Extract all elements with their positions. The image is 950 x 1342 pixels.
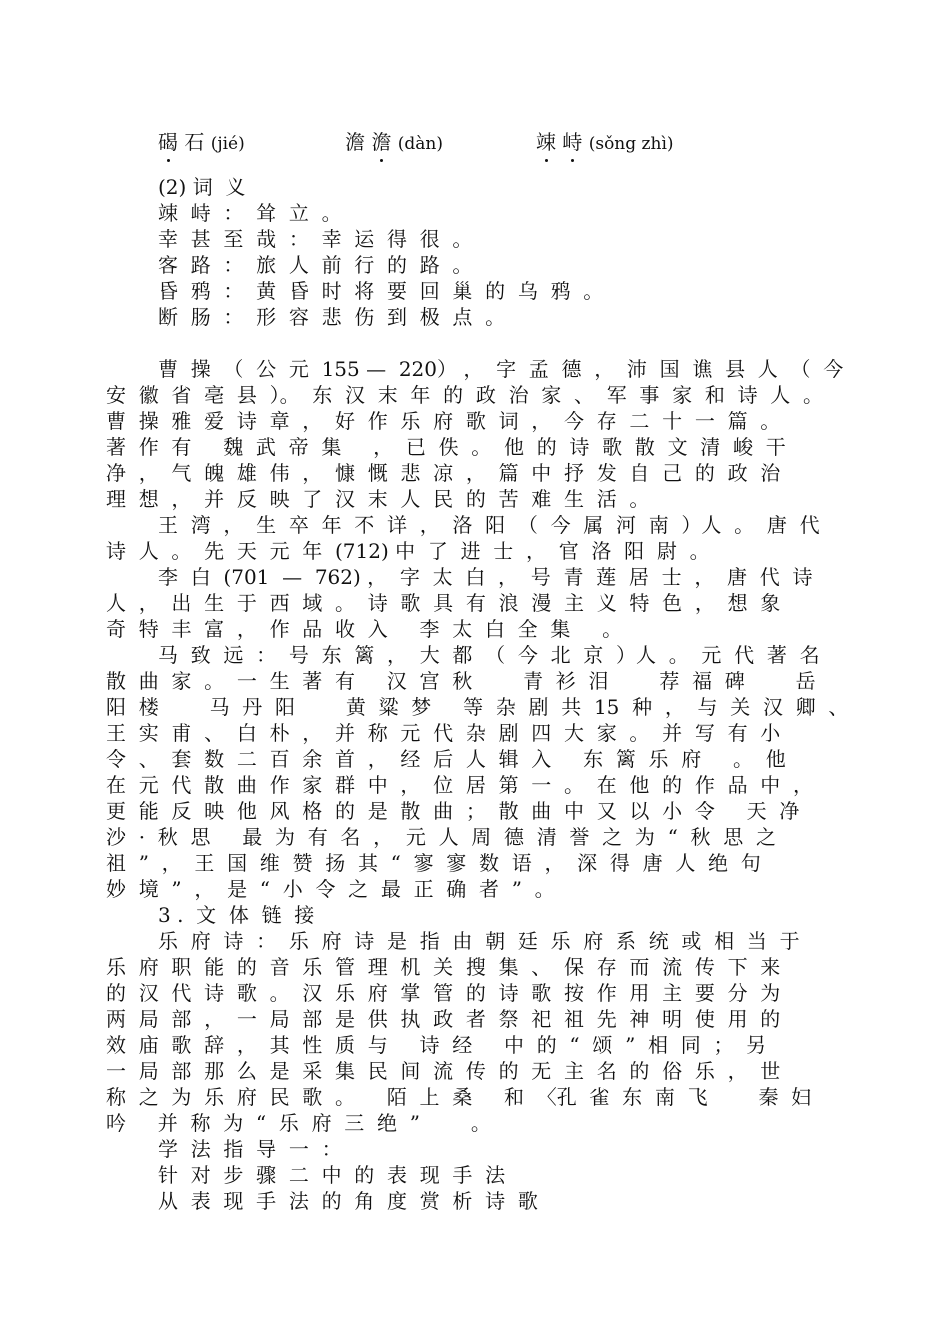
text-line: 断 肠 ： 形 容 悲 伤 到 极 点 。	[158, 305, 506, 329]
text-line: 曹 操 雅 爱 诗 章 ， 好 作 乐 府 歌 词 ， 今 存 二 十 一 篇 。	[106, 409, 781, 433]
section-heading-genre: 3 . 文 体 链 接	[158, 903, 315, 927]
text-line: 祖 ” ， 王 国 维 赞 扬 其 “ 寥 寥 数 语 ， 深 得 唐 人 绝 句	[106, 851, 761, 875]
text-line: 更 能 反 映 他 风 格 的 是 散 曲 ； 散 曲 中 又 以 小 令 天 净	[106, 799, 800, 823]
text-line: 曹 操 （ 公 元 155 — 220） ， 字 孟 德 ， 沛 国 谯 县 人 （ 今	[158, 357, 844, 381]
pronunciation-item-jieshi	[158, 129, 245, 157]
text-line: 竦 峙 ： 耸 立 。	[158, 201, 342, 225]
section-heading-word-meaning: (2) 词 义	[158, 175, 246, 199]
glyph: 碣	[158, 130, 178, 154]
text-line: 著 作 有 魏 武 帝 集 ， 已 佚 。 他 的 诗 歌 散 文 清 峻 干	[106, 435, 786, 459]
text-line: 人 ， 出 生 于 西 域 。 诗 歌 具 有 浪 漫 主 义 特 色 ， 想 象	[106, 591, 781, 615]
glyph: 石	[184, 130, 205, 154]
text-line: 阳 楼 马 丹 阳 黄 粱 梦 等 杂 剧 共 15 种 ， 与 关 汉 卿 、	[106, 695, 849, 719]
text-line: 幸 甚 至 哉 ： 幸 运 得 很 。	[158, 227, 473, 251]
text-line: 在 元 代 散 曲 作 家 群 中 ， 位 居 第 一 。 在 他 的 作 品 中 ，	[106, 773, 814, 797]
text-line: 效 庙 歌 辞 ， 其 性 质 与 诗 经 中 的 “ 颂 ” 相 同 ； 另	[106, 1033, 767, 1057]
text-line: 两 局 部 ， 一 局 部 是 供 执 政 者 祭 祀 祖 先 神 明 使 用 的	[106, 1007, 781, 1031]
text-line: 奇 特 丰 富 ， 作 品 收 入 李 太 白 全 集 。	[106, 617, 623, 641]
text-line: 的 汉 代 诗 歌 。 汉 乐 府 掌 管 的 诗 歌 按 作 用 主 要 分 为	[106, 981, 781, 1005]
pinyin: (dàn)	[397, 134, 443, 154]
text-line: 客 路 ： 旅 人 前 行 的 路 。	[158, 253, 473, 277]
text-line: 乐 府 职 能 的 音 乐 管 理 机 关 搜 集 、 保 存 而 流 传 下 来	[106, 955, 781, 979]
text-line: 吟 并 称 为 “ 乐 府 三 绝 ” 。	[106, 1111, 491, 1135]
text-line: 称 之 为 乐 府 民 歌 。 陌 上 桑 和 〈孔 雀 东 南 飞 秦 妇	[106, 1085, 812, 1109]
text-line: 散 曲 家 。 一 生 著 有 汉 宫 秋 青 衫 泪 荐 福 碑 岳	[106, 669, 816, 693]
text-line: 诗 人 。 先 天 元 年 (712) 中 了 进 士 ， 官 洛 阳 尉 。	[106, 539, 710, 563]
pinyin: (sǒng zhì)	[588, 134, 674, 154]
glyph: 澹	[345, 130, 365, 154]
section-heading-study-guide: 学 法 指 导 一 ：	[158, 1137, 342, 1161]
text-line: 乐 府 诗 ： 乐 府 诗 是 指 由 朝 廷 乐 府 系 统 或 相 当 于	[158, 929, 800, 953]
text-line: 王 湾 ， 生 卒 年 不 详 ， 洛 阳 （ 今 属 河 南 ）人 。 唐 代	[158, 513, 820, 537]
text-line: 针 对 步 骤 二 中 的 表 现 手 法	[158, 1163, 506, 1187]
glyph: 竦	[536, 130, 556, 154]
pronunciation-item-dandan	[345, 129, 443, 157]
text-line: 一 局 部 那 么 是 采 集 民 间 流 传 的 无 主 名 的 俗 乐 ， 世	[106, 1059, 781, 1083]
text-line: 马 致 远 ： 号 东 篱 ， 大 都 （ 今 北 京 ）人 。 元 代 著 名	[158, 643, 820, 667]
text-line: 昏 鸦 ： 黄 昏 时 将 要 回 巢 的 乌 鸦 。	[158, 279, 604, 303]
text-line: 从 表 现 手 法 的 角 度 赏 析 诗 歌	[158, 1189, 538, 1213]
glyph: 澹	[371, 130, 392, 154]
text-line: 李 白 (701 — 762) ， 字 太 白 ， 号 青 莲 居 士 ， 唐 代 诗	[158, 565, 813, 589]
text-line: 妙 境 ” ， 是 “ 小 令 之 最 正 确 者 ” 。	[106, 877, 555, 901]
text-line: 理 想 ， 并 反 映 了 汉 末 人 民 的 苦 难 生 活 。	[106, 487, 650, 511]
text-line: 王 实 甫 、 白 朴 ， 并 称 元 代 杂 剧 四 大 家 。 并 写 有 小	[106, 721, 781, 745]
pinyin: (jié)	[210, 134, 245, 154]
text-line: 安 徽 省 亳 县 ）。 东 汉 末 年 的 政 治 家 、 军 事 家 和 诗 人 。	[106, 383, 824, 407]
pronunciation-item-songzhi	[536, 129, 674, 157]
glyph: 峙	[562, 130, 583, 154]
text-line: 沙 · 秋 思 最 为 有 名 ， 元 人 周 德 清 誉 之 为 “ 秋 思 之	[106, 825, 776, 849]
text-line: 净 ， 气 魄 雄 伟 ， 慷 慨 悲 凉 ， 篇 中 抒 发 自 己 的 政 治	[106, 461, 781, 485]
text-line: 令 、 套 数 二 百 余 首 ， 经 后 人 辑 入 东 篱 乐 府 。 他	[106, 747, 786, 771]
